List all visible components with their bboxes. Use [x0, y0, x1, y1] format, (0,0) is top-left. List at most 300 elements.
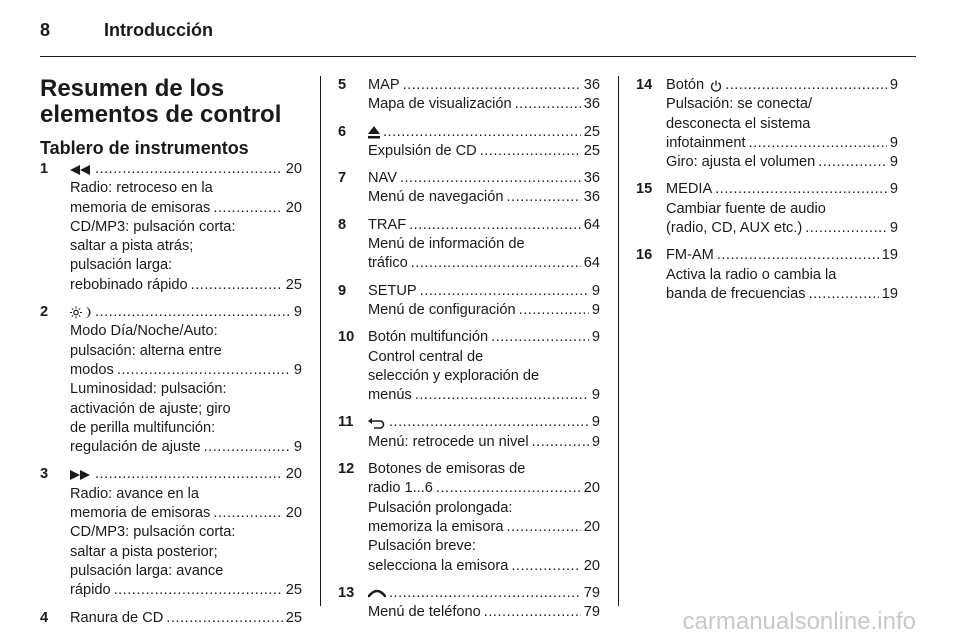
line-text: [70, 562, 223, 581]
page-reference: 25: [285, 582, 302, 599]
line-text: [368, 499, 512, 518]
column-divider: [320, 76, 321, 606]
line-text-value: saltar a pista atrás;: [70, 238, 194, 255]
dot-leader: [506, 518, 580, 537]
description-line: [70, 400, 302, 419]
control-item: [338, 76, 600, 115]
page-reference: 20: [285, 466, 302, 483]
line-text-value: Botones de emisoras de: [368, 461, 526, 478]
line-text: [70, 581, 111, 600]
page-reference: 19: [881, 247, 898, 264]
dot-leader: [213, 199, 282, 218]
line-text-value: Expulsión de CD: [368, 142, 477, 159]
line-text: [70, 160, 92, 179]
dot-leader: [484, 603, 581, 622]
dot-leader: [715, 180, 887, 199]
control-item: [338, 460, 600, 576]
line-text-value: rebobinado rápido: [70, 276, 188, 293]
description-line: [368, 413, 600, 432]
description-line: [70, 523, 302, 542]
description-line: [368, 254, 600, 273]
description-line: [368, 235, 600, 254]
description-line: [70, 504, 302, 523]
page-reference: 9: [591, 282, 600, 299]
page-reference: 79: [583, 584, 600, 601]
line-text-value: Activa la radio o cambia la: [666, 266, 837, 283]
page-reference: 20: [583, 518, 600, 535]
description-line: [368, 460, 600, 479]
item-description: [368, 282, 600, 321]
description-line: [666, 200, 898, 219]
dot-leader: [749, 134, 887, 153]
line-text-value: SETUP: [368, 282, 417, 299]
power-icon: [710, 76, 722, 95]
description-line: [666, 134, 898, 153]
line-text-value: Mapa de visualización: [368, 96, 512, 113]
description-line: [368, 433, 600, 452]
dot-leader: [411, 254, 581, 273]
line-text-value: radio 1...6: [368, 480, 433, 497]
description-line: [368, 348, 600, 367]
line-text-value: pulsación larga: avance: [70, 562, 224, 579]
dot-leader: [400, 169, 581, 188]
dot-leader: [805, 219, 887, 238]
column-divider: [618, 76, 619, 606]
item-number: 6: [338, 123, 347, 140]
dot-leader: [117, 361, 291, 380]
description-line: [70, 485, 302, 504]
page-reference: 64: [583, 255, 600, 272]
page-reference: 36: [583, 96, 600, 113]
line-text-value: rápido: [70, 582, 111, 599]
line-text-value: (radio, CD, AUX etc.): [666, 220, 803, 237]
column-2: [338, 76, 600, 630]
item-description: [666, 246, 898, 304]
description-line: [70, 438, 302, 457]
line-text-value: Menú de configuración: [368, 301, 516, 318]
line-text: [368, 282, 417, 301]
page-reference: 9: [293, 439, 302, 456]
dot-leader: [511, 557, 580, 576]
dot-leader: [95, 465, 283, 484]
description-line: [368, 479, 600, 498]
line-text-value: memoria de emisoras: [70, 505, 211, 522]
item-number: 4: [40, 609, 49, 626]
item-description: [368, 216, 600, 274]
item-description: [368, 584, 600, 623]
description-line: [666, 153, 898, 172]
line-text-value: memoriza la emisora: [368, 518, 504, 535]
dot-leader: [436, 479, 581, 498]
line-text: [368, 235, 525, 254]
line-text-value: FM-AM: [666, 247, 714, 264]
rewind-icon: [70, 160, 92, 179]
control-item: [338, 413, 600, 452]
description-line: [368, 603, 600, 622]
line-text-value: Botón: [666, 77, 705, 93]
line-text-value: pulsación larga:: [70, 257, 173, 274]
description-line: [666, 115, 898, 134]
line-text: [368, 557, 508, 576]
line-text: [368, 537, 476, 556]
line-text-value: Pulsación: se conecta/: [666, 96, 813, 113]
item-description: [70, 465, 302, 600]
dot-leader: [204, 438, 291, 457]
page-reference: 36: [583, 77, 600, 93]
description-line: [368, 282, 600, 301]
page-reference: 9: [293, 361, 302, 378]
dot-leader: [389, 584, 581, 603]
control-item: [338, 584, 600, 623]
dot-leader: [519, 301, 589, 320]
page-reference: 25: [285, 609, 302, 626]
page-reference: 9: [889, 181, 898, 198]
page-reference: 9: [591, 414, 600, 431]
item-description: [368, 413, 600, 452]
item-description: [368, 460, 600, 576]
line-text: [70, 276, 188, 295]
description-line: [70, 581, 302, 600]
line-text: [368, 254, 408, 273]
dot-leader: [95, 303, 291, 322]
item-number: 14: [636, 77, 653, 93]
line-text-value: infotainment: [666, 134, 746, 151]
description-line: [666, 76, 898, 95]
description-line: [70, 160, 302, 179]
dot-leader: [507, 188, 581, 207]
line-text: [70, 609, 163, 628]
line-text-value: NAV: [368, 170, 397, 187]
dot-leader: [532, 433, 589, 452]
page-reference: 20: [583, 557, 600, 574]
description-line: [70, 303, 302, 322]
line-text: [368, 169, 397, 188]
item-description: [368, 123, 600, 162]
page-reference: 9: [591, 301, 600, 318]
description-line: [70, 218, 302, 237]
description-line: [70, 179, 302, 198]
control-item: [338, 169, 600, 208]
page-reference: 25: [583, 123, 600, 140]
description-line: [70, 237, 302, 256]
back-icon: [368, 413, 386, 432]
item-number: 13: [338, 584, 355, 601]
line-text-value: Modo Día/Noche/Auto:: [70, 323, 218, 340]
description-line: [666, 180, 898, 199]
page-reference: 9: [293, 304, 302, 321]
item-number: 8: [338, 216, 347, 233]
line-text: [368, 188, 504, 207]
line-text: [70, 342, 222, 361]
line-text-value: Control central de: [368, 348, 484, 365]
line-text-value: tráfico: [368, 255, 408, 272]
dot-leader: [166, 609, 282, 628]
dot-leader: [389, 413, 589, 432]
item-number: 5: [338, 77, 347, 93]
line-text: [666, 95, 812, 114]
column-3: [636, 76, 898, 312]
line-text: [666, 115, 810, 134]
line-text-value: CD/MP3: pulsación corta:: [70, 218, 236, 235]
line-text-value: Pulsación breve:: [368, 538, 476, 555]
description-line: [368, 584, 600, 603]
line-text-value: menús: [368, 387, 412, 404]
page-reference: 9: [889, 154, 898, 171]
description-line: [368, 123, 600, 142]
line-text: [70, 380, 227, 399]
description-line: [70, 609, 302, 628]
item-description: [666, 76, 898, 172]
description-line: [368, 367, 600, 386]
page-number: 8: [40, 20, 51, 40]
page-reference: 19: [881, 285, 898, 302]
line-text: [368, 76, 400, 95]
line-text: [70, 199, 210, 218]
dot-leader: [114, 581, 283, 600]
page-reference: 9: [889, 77, 898, 93]
line-text: [368, 433, 529, 452]
page-reference: 25: [285, 276, 302, 293]
line-text: [368, 479, 433, 498]
description-line: [368, 557, 600, 576]
dot-leader: [725, 76, 887, 95]
line-text: [666, 200, 826, 219]
line-text-value: activación de ajuste; giro: [70, 400, 231, 417]
line-text-value: Menú de información de: [368, 236, 525, 253]
item-number: 9: [338, 282, 347, 299]
line-text: [368, 460, 525, 479]
item-number: 10: [338, 329, 355, 346]
line-text: [666, 266, 836, 285]
line-text-value: TRAF: [368, 216, 407, 233]
description-line: [70, 256, 302, 275]
description-line: [666, 95, 898, 114]
item-description: [368, 328, 600, 405]
line-text-value: selección y exploración de: [368, 367, 540, 384]
day-night-icon: [70, 303, 92, 322]
dot-leader: [191, 276, 283, 295]
description-line: [70, 419, 302, 438]
line-text-value: Botón multifunción: [368, 329, 489, 346]
line-text: [368, 603, 481, 622]
item-description: [368, 169, 600, 208]
line-text-value: Radio: retroceso en la: [70, 180, 213, 197]
description-line: [368, 518, 600, 537]
item-description: [70, 609, 302, 628]
subsection-title: Tablero de instrumentos: [40, 138, 249, 158]
description-line: [368, 188, 600, 207]
description-line: [70, 543, 302, 562]
column-1: [40, 76, 302, 636]
control-item: [40, 160, 302, 295]
description-line: [70, 276, 302, 295]
line-text-value: Giro: ajusta el volumen: [666, 154, 816, 171]
line-text: [666, 219, 802, 238]
dot-leader: [809, 285, 879, 304]
item-description: [368, 76, 600, 115]
item-number: 12: [338, 461, 355, 478]
item-number: 2: [40, 304, 49, 321]
line-text: [70, 400, 231, 419]
line-text: [368, 386, 412, 405]
description-line: [70, 361, 302, 380]
line-text-value: desconecta el sistema: [666, 115, 811, 132]
item-number: 11: [338, 414, 354, 431]
description-line: [368, 537, 600, 556]
header-rule: [40, 56, 916, 57]
line-text: [368, 584, 386, 603]
line-text: [70, 485, 199, 504]
line-text: [70, 237, 193, 256]
description-line: [368, 95, 600, 114]
control-item: [40, 303, 302, 457]
dot-leader: [383, 123, 581, 142]
line-text: [70, 303, 92, 322]
line-text: [666, 285, 806, 304]
page-header: [40, 20, 213, 41]
line-text: [368, 367, 539, 386]
line-text: [70, 419, 215, 438]
control-item: [338, 123, 600, 162]
line-text: [368, 328, 488, 347]
control-item: [338, 216, 600, 274]
item-description: [70, 303, 302, 457]
dot-leader: [491, 328, 589, 347]
dot-leader: [480, 142, 581, 161]
line-text: [70, 322, 218, 341]
line-text: [666, 180, 712, 199]
description-line: [666, 285, 898, 304]
line-text: [666, 246, 714, 265]
line-text: [70, 543, 218, 562]
control-item: [40, 465, 302, 600]
line-text: [666, 76, 722, 95]
description-line: [368, 169, 600, 188]
description-line: [666, 219, 898, 238]
control-item: [40, 609, 302, 628]
dot-leader: [515, 95, 581, 114]
page-reference: 20: [285, 505, 302, 522]
page-reference: 64: [583, 216, 600, 233]
page-reference: 36: [583, 170, 600, 187]
line-text-value: Radio: avance en la: [70, 485, 199, 502]
line-text-value: modos: [70, 361, 114, 378]
phone-icon: [368, 584, 386, 603]
dot-leader: [95, 160, 283, 179]
line-text-value: selecciona la emisora: [368, 557, 509, 574]
control-item: [636, 180, 898, 238]
watermark: carmanualsonline.info: [682, 608, 916, 635]
item-number: 1: [40, 161, 49, 177]
description-line: [368, 76, 600, 95]
item-description: [666, 180, 898, 238]
description-line: [70, 465, 302, 484]
page-reference: 25: [583, 142, 600, 159]
line-text: [368, 301, 516, 320]
line-text-value: banda de frecuencias: [666, 285, 806, 302]
description-line: [368, 142, 600, 161]
line-text-value: pulsación: alterna entre: [70, 342, 222, 359]
control-item: [636, 76, 898, 172]
line-text-value: MAP: [368, 77, 400, 93]
description-line: [368, 216, 600, 235]
eject-icon: [368, 123, 380, 142]
line-text: [70, 523, 235, 542]
line-text-value: regulación de ajuste: [70, 439, 201, 456]
description-line: [70, 322, 302, 341]
dot-leader: [403, 76, 581, 95]
page-reference: 20: [583, 480, 600, 497]
line-text: [70, 218, 235, 237]
line-text: [368, 123, 380, 142]
line-text: [70, 465, 92, 484]
page-reference: 9: [591, 329, 600, 346]
line-text-value: Menú de teléfono: [368, 604, 481, 621]
line-text-value: Luminosidad: pulsación:: [70, 381, 227, 398]
fast-forward-icon: [70, 465, 92, 484]
item-description: [70, 160, 302, 295]
dot-leader: [818, 153, 887, 172]
description-line: [666, 266, 898, 285]
description-line: [70, 342, 302, 361]
dot-leader: [213, 504, 282, 523]
line-text-value: CD/MP3: pulsación corta:: [70, 524, 236, 541]
control-item: [338, 282, 600, 321]
dot-leader: [409, 216, 581, 235]
control-item: [338, 328, 600, 405]
description-line: [666, 246, 898, 265]
line-text-value: saltar a pista posterior;: [70, 543, 218, 560]
line-text-value: Menú de navegación: [368, 189, 504, 206]
description-line: [368, 301, 600, 320]
line-text: [666, 134, 746, 153]
description-line: [368, 386, 600, 405]
line-text: [666, 153, 815, 172]
page-reference: 20: [285, 161, 302, 177]
item-number: 15: [636, 181, 653, 198]
line-text: [368, 142, 477, 161]
page-reference: 9: [889, 220, 898, 237]
description-line: [70, 380, 302, 399]
dot-leader: [717, 246, 879, 265]
line-text: [70, 438, 201, 457]
line-text: [70, 256, 172, 275]
line-text-value: Ranura de CD: [70, 609, 164, 626]
line-text-value: de perilla multifunción:: [70, 419, 216, 436]
line-text: [368, 348, 483, 367]
line-text-value: memoria de emisoras: [70, 199, 211, 216]
page-reference: 20: [285, 199, 302, 216]
line-text-value: Cambiar fuente de audio: [666, 200, 826, 217]
chapter-title: Introducción: [104, 20, 213, 40]
description-line: [70, 199, 302, 218]
line-text: [368, 216, 406, 235]
description-line: [368, 499, 600, 518]
line-text: [368, 413, 386, 432]
line-text: [368, 518, 503, 537]
item-number: 7: [338, 170, 347, 187]
line-text: [368, 95, 512, 114]
item-number: 3: [40, 466, 49, 483]
line-text: [70, 361, 114, 380]
page-reference: 79: [583, 604, 600, 621]
dot-leader: [420, 282, 589, 301]
line-text-value: Pulsación prolongada:: [368, 499, 513, 516]
page-reference: 9: [591, 433, 600, 450]
page-reference: 36: [583, 189, 600, 206]
control-item: [636, 246, 898, 304]
line-text-value: Menú: retrocede un nivel: [368, 433, 529, 450]
